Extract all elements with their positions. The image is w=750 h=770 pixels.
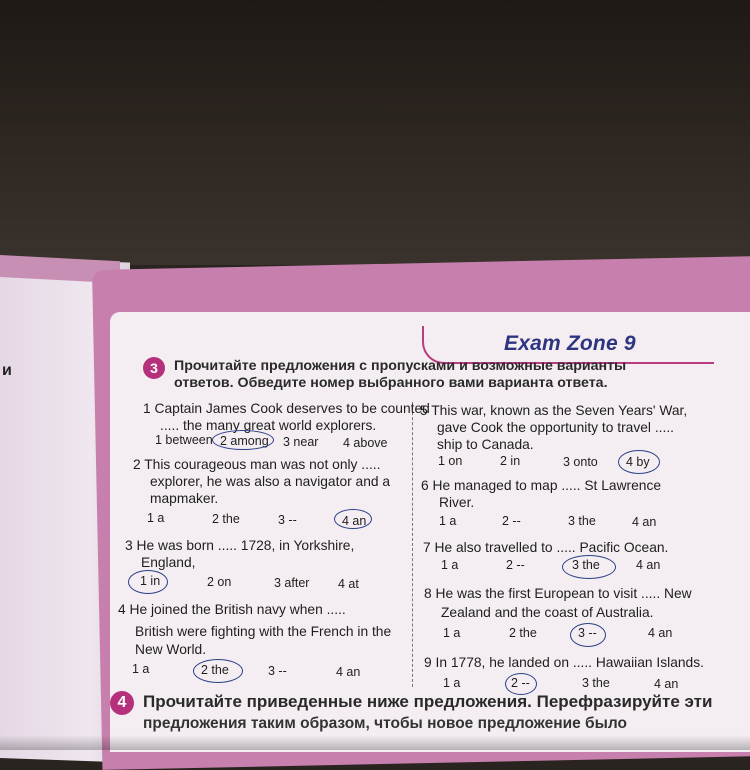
background-dark	[0, 0, 750, 265]
task-4-number: 4	[110, 691, 134, 715]
column-divider	[412, 402, 413, 687]
exam-zone-title: Exam Zone 9	[504, 332, 636, 355]
q7-option-1[interactable]: 1 a	[441, 558, 459, 572]
q8-option-4[interactable]: 4 an	[648, 626, 673, 640]
q1-option-1[interactable]: 1 between	[155, 433, 213, 447]
q1-answer-circle	[212, 430, 274, 450]
task-3-title-line2: ответов. Обведите номер выбранного вами варианта ответа.	[174, 375, 608, 391]
q5-option-3[interactable]: 3 onto	[563, 455, 598, 469]
q4-option-4[interactable]: 4 an	[336, 665, 361, 679]
q4-option-1[interactable]: 1 a	[132, 662, 150, 676]
q3-option-1[interactable]: 1 in	[140, 574, 161, 588]
q2-option-4[interactable]: 4 an	[342, 514, 367, 528]
task-3-title-line1: Прочитайте предложения с пропусками и возможные варианты	[174, 358, 627, 374]
task-4-title-line2: предложения таким образом, чтобы новое предложение было	[143, 715, 627, 732]
q3-option-4[interactable]: 4 at	[338, 577, 359, 591]
q4-line-1: 4 He joined the British navy when .....	[118, 602, 346, 617]
q2-answer-circle	[334, 509, 372, 529]
q2-line-2: explorer, he was also a navigator and a	[150, 474, 391, 489]
q7-line-1: 7 He also travelled to ..... Pacific Ocean.	[423, 540, 669, 555]
q7-option-4[interactable]: 4 an	[636, 558, 661, 572]
q5-option-1[interactable]: 1 on	[438, 454, 463, 468]
q9-option-1[interactable]: 1 a	[443, 676, 461, 690]
q6-option-2[interactable]: 2 --	[502, 514, 521, 528]
q6-line-1: 6 He managed to map ..... St Lawrence	[421, 478, 662, 493]
q6-line-2: River.	[439, 495, 475, 510]
q8-answer-circle	[570, 623, 606, 647]
q5-option-4[interactable]: 4 by	[626, 455, 650, 469]
q2-line-3: mapmaker.	[150, 491, 219, 506]
q1-line-2: ..... the many great world explorers.	[160, 418, 377, 433]
q8-line-2: Zealand and the coast of Australia.	[441, 605, 654, 620]
q5-line-1: 5 This war, known as the Seven Years' War,	[420, 403, 688, 418]
q3-answer-circle	[128, 570, 168, 594]
q7-option-3[interactable]: 3 the	[572, 558, 600, 572]
q9-line-1: 9 In 1778, he landed on ..... Hawaiian Islands.	[424, 655, 704, 670]
q4-option-3[interactable]: 3 --	[268, 664, 287, 678]
q9-option-4[interactable]: 4 an	[654, 677, 679, 691]
q2-option-3[interactable]: 3 --	[278, 513, 297, 527]
q3-line-2: England,	[141, 555, 196, 570]
q7-option-2[interactable]: 2 --	[506, 558, 525, 572]
q1-line-1: 1 Captain James Cook deserves to be counted	[143, 401, 430, 416]
q5-line-3: ship to Canada.	[437, 437, 534, 452]
q7-answer-circle	[562, 555, 616, 579]
q4-line-3: New World.	[135, 642, 207, 657]
q3-option-3[interactable]: 3 after	[274, 576, 310, 590]
q6-option-1[interactable]: 1 a	[439, 514, 457, 528]
q1-option-2[interactable]: 2 among	[220, 434, 269, 448]
left-page-glyph: и	[2, 362, 12, 379]
q1-option-3[interactable]: 3 near	[283, 435, 319, 449]
q3-option-2[interactable]: 2 on	[207, 575, 232, 589]
q5-option-2[interactable]: 2 in	[500, 454, 521, 468]
q6-option-4[interactable]: 4 an	[632, 515, 657, 529]
q4-answer-circle	[193, 659, 243, 683]
q6-option-3[interactable]: 3 the	[568, 514, 596, 528]
q8-option-2[interactable]: 2 the	[509, 626, 537, 640]
q2-line-1: 2 This courageous man was not only .....	[133, 457, 381, 472]
q8-option-1[interactable]: 1 a	[443, 626, 461, 640]
q2-option-1[interactable]: 1 a	[147, 511, 165, 525]
q9-option-2[interactable]: 2 --	[511, 676, 530, 690]
q3-line-1: 3 He was born ..... 1728, in Yorkshire,	[125, 538, 355, 553]
q8-line-1: 8 He was the first European to visit ..... New	[424, 586, 692, 601]
task-4-title-line1: Прочитайте приведенные ниже предложения. Перефразируйте эти	[143, 692, 713, 711]
q1-option-4[interactable]: 4 above	[343, 436, 388, 450]
q5-answer-circle	[618, 450, 660, 474]
q8-option-3[interactable]: 3 --	[578, 626, 597, 640]
task-3-number: 3	[143, 357, 165, 379]
q4-option-2[interactable]: 2 the	[201, 663, 229, 677]
q4-line-2: British were fighting with the French in the	[135, 624, 392, 639]
bottom-shadow	[0, 735, 750, 750]
q5-line-2: gave Cook the opportunity to travel .....	[437, 420, 674, 435]
q9-option-3[interactable]: 3 the	[582, 676, 610, 690]
q2-option-2[interactable]: 2 the	[212, 512, 240, 526]
